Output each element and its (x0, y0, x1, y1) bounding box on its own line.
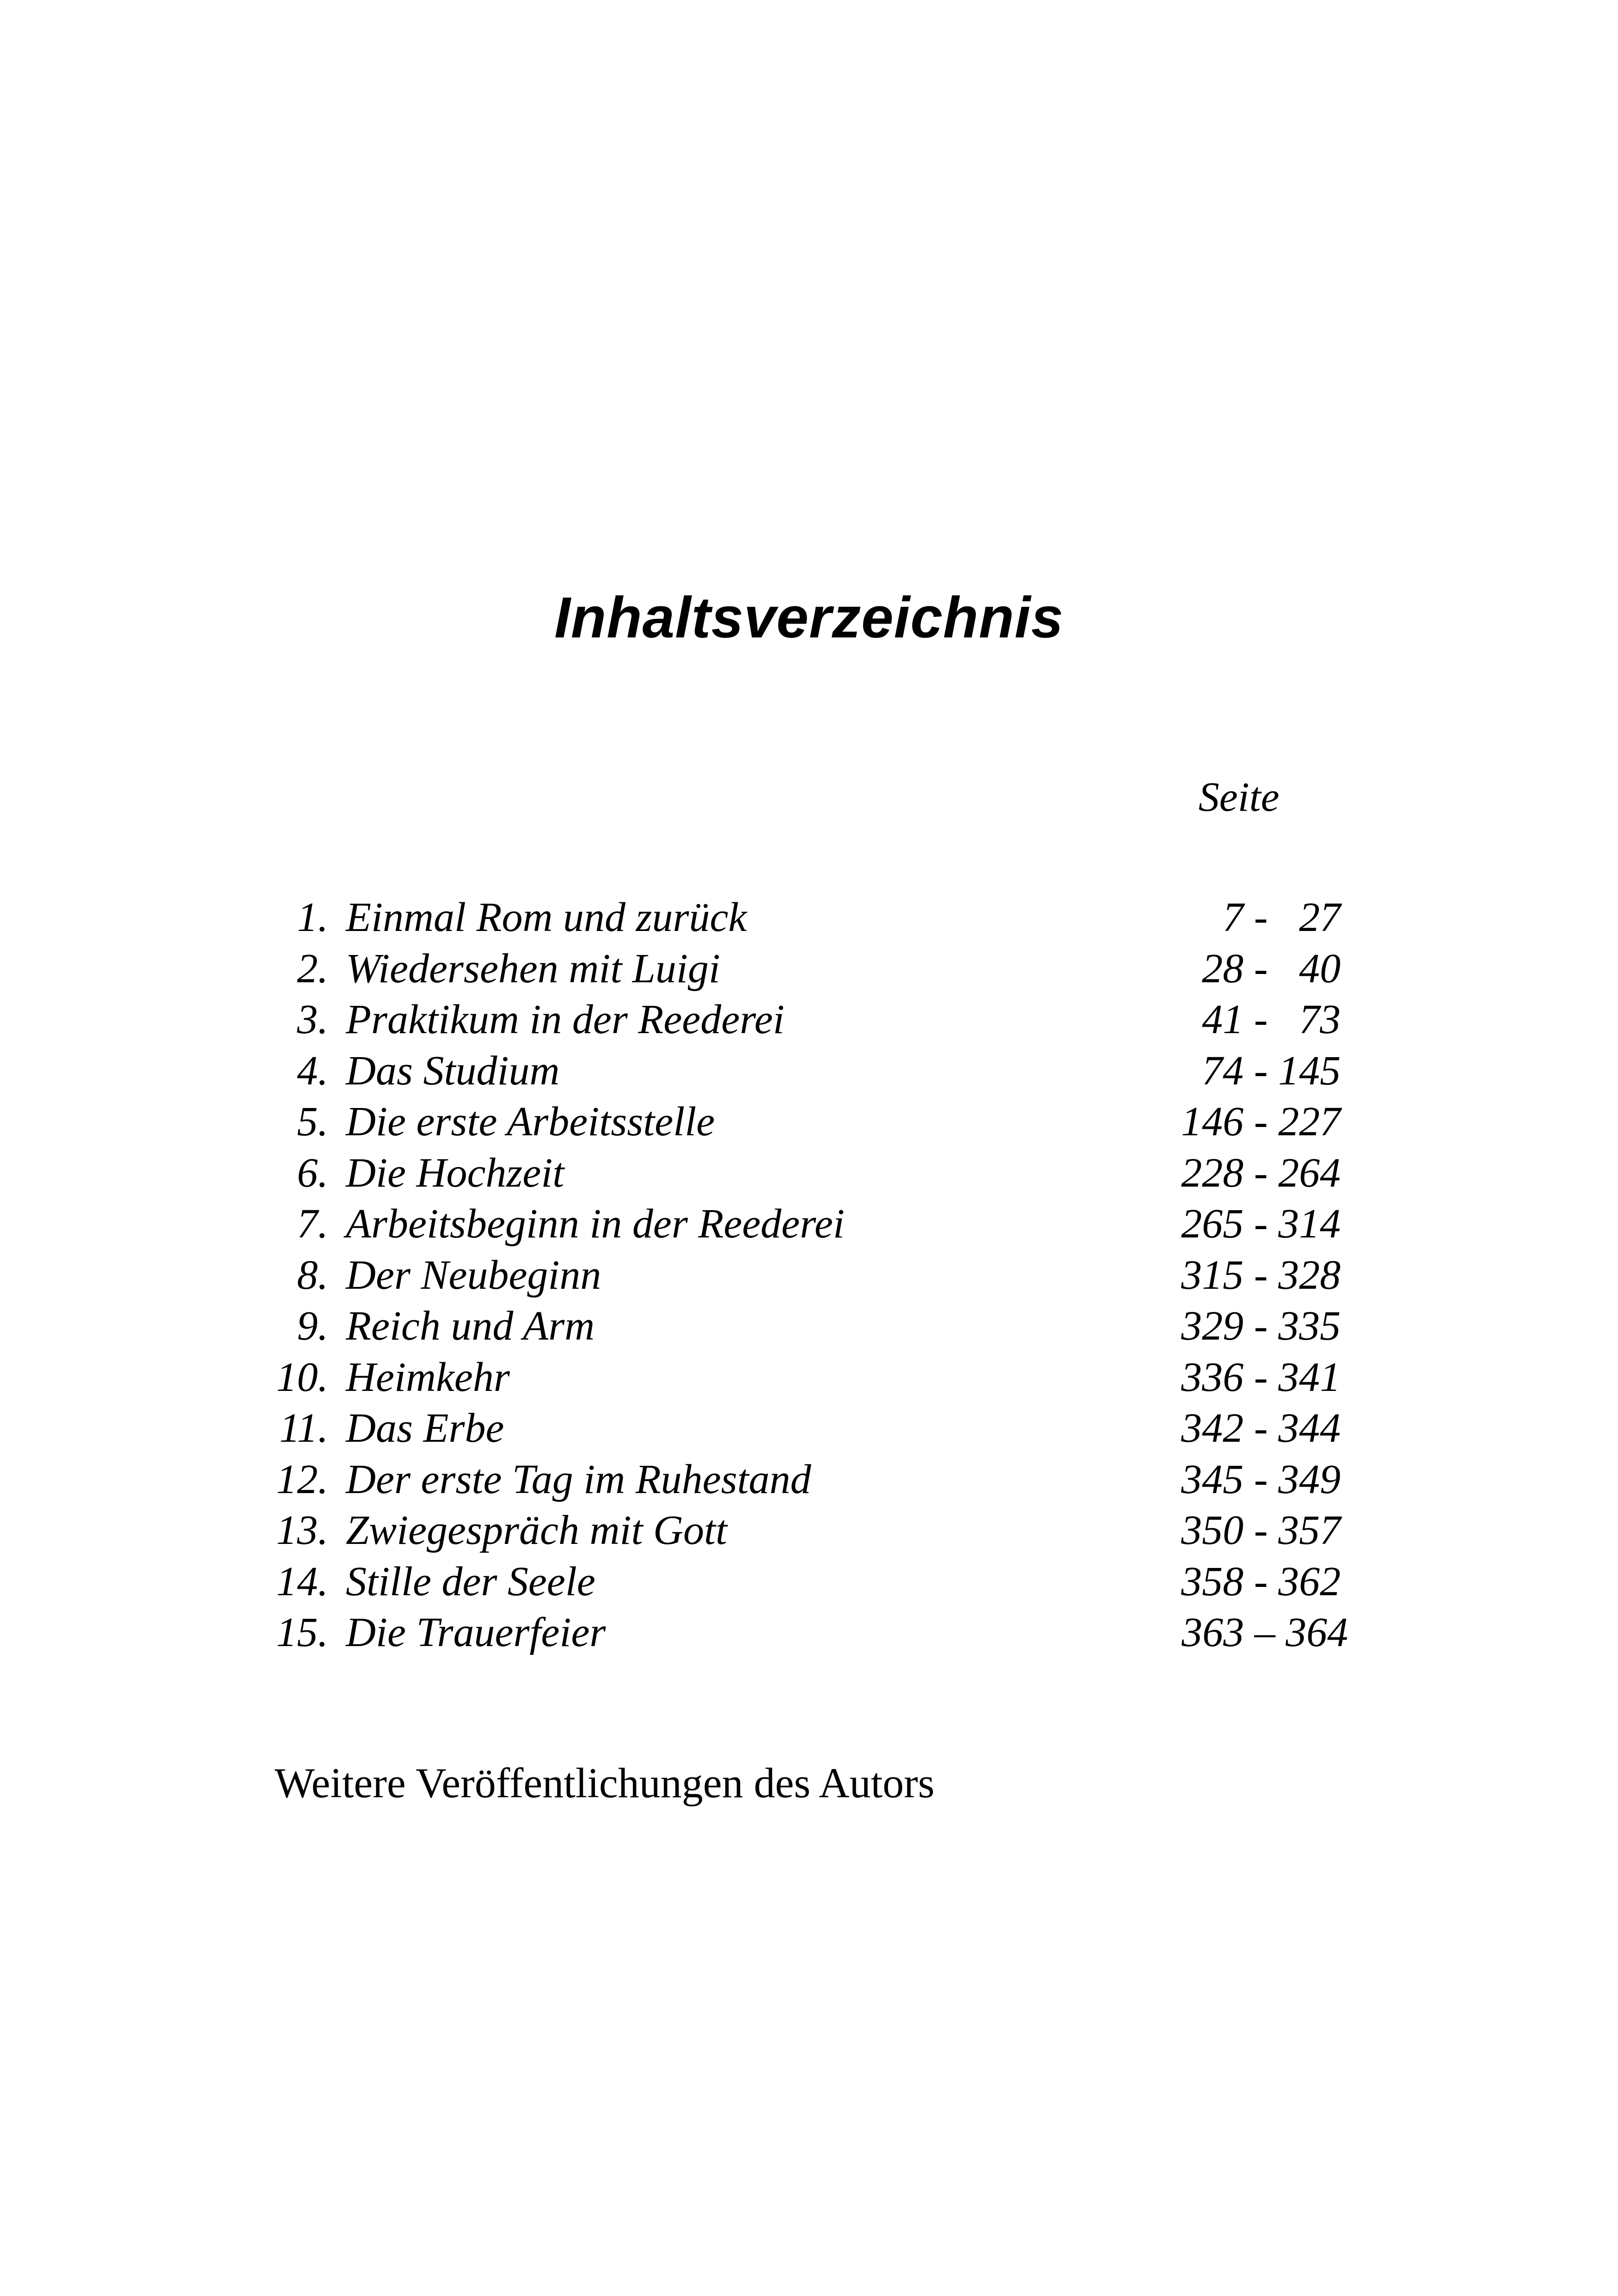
toc-entry-title: Reich und Arm (346, 1303, 595, 1349)
toc-entry-number: 15. (276, 1610, 328, 1655)
page-column-header: Seite (1198, 774, 1280, 820)
toc-entry (0, 1607, 1618, 1659)
toc-entry-number: 12. (276, 1456, 328, 1502)
toc-entry-number: 6. (297, 1150, 328, 1196)
toc-entry-pages: 342 - 344 (1181, 1405, 1341, 1451)
toc-entry-pages: 265 - 314 (1181, 1201, 1341, 1247)
toc-entry-number: 5. (297, 1099, 328, 1145)
toc-entry-pages: 350 - 357 (1181, 1507, 1341, 1553)
toc-entry-pages: 7 - 27 (1223, 894, 1341, 940)
toc-entry-number: 10. (276, 1354, 328, 1400)
toc-entry-number: 13. (276, 1507, 328, 1553)
toc-entry-title: Das Studium (346, 1047, 560, 1094)
toc-entry (0, 943, 1618, 995)
toc-entry-number: 14. (276, 1558, 328, 1604)
toc-entry (0, 1096, 1618, 1148)
toc-entry-number: 4. (297, 1047, 328, 1094)
toc-entry-pages: 28 - 40 (1202, 945, 1341, 992)
toc-entry-pages: 74 - 145 (1202, 1047, 1341, 1094)
toc-entry-pages: 358 - 362 (1181, 1558, 1341, 1604)
toc-entry-number: 7. (297, 1201, 328, 1247)
toc-entry (0, 1148, 1618, 1199)
toc-entry-pages: 228 - 264 (1181, 1150, 1341, 1196)
toc-entry-title: Die Trauerfeier (346, 1610, 606, 1655)
toc-entry (0, 1199, 1618, 1250)
toc-entry-number: 1. (297, 894, 328, 940)
toc-entry-title: Heimkehr (346, 1354, 510, 1400)
page-title: Inhaltsverzeichnis (554, 586, 1064, 650)
toc-entry-number: 3. (297, 997, 328, 1042)
toc-entry (0, 994, 1618, 1046)
toc-entry-title: Arbeitsbeginn in der Reederei (346, 1201, 845, 1247)
toc-entry (0, 1454, 1618, 1506)
toc-entry (0, 1301, 1618, 1352)
toc-entry (0, 892, 1618, 943)
toc-entry (0, 1556, 1618, 1608)
toc-entry-pages: 336 - 341 (1181, 1354, 1341, 1400)
further-publications-text: Weitere Veröffentlichungen des Autors (275, 1759, 935, 1806)
toc-entry-title: Praktikum in der Reederei (346, 997, 784, 1042)
toc-entry-title: Das Erbe (346, 1405, 504, 1451)
toc-entry-title: Der erste Tag im Ruhestand (346, 1456, 811, 1502)
toc-entry-pages: 363 – 364 (1182, 1610, 1348, 1655)
toc-entry-title: Der Neubeginn (346, 1252, 601, 1298)
toc-entry-pages: 329 - 335 (1181, 1303, 1341, 1349)
toc-entry (0, 1046, 1618, 1097)
toc-entry-pages: 315 - 328 (1181, 1252, 1341, 1298)
toc-entry-title: Wiedersehen mit Luigi (346, 945, 720, 992)
toc-entry (0, 1505, 1618, 1556)
toc-entry-pages: 345 - 349 (1181, 1456, 1341, 1502)
toc-entry-number: 8. (297, 1252, 328, 1298)
toc-entry-pages: 41 - 73 (1202, 997, 1341, 1042)
toc-entry-pages: 146 - 227 (1181, 1099, 1341, 1145)
toc-entry-number: 2. (297, 945, 328, 992)
toc-entry (0, 1250, 1618, 1301)
toc-entry-title: Stille der Seele (346, 1558, 595, 1604)
toc-entry-title: Die erste Arbeitsstelle (346, 1099, 715, 1145)
toc-entry-title: Zwiegespräch mit Gott (346, 1507, 727, 1553)
toc-entry-title: Einmal Rom und zurück (346, 894, 747, 940)
toc-entry-title: Die Hochzeit (346, 1150, 564, 1196)
toc-entry (0, 1403, 1618, 1454)
toc-entry (0, 1352, 1618, 1403)
table-of-contents (0, 892, 1618, 1659)
toc-entry-number: 11. (279, 1405, 328, 1451)
toc-entry-number: 9. (297, 1303, 328, 1349)
